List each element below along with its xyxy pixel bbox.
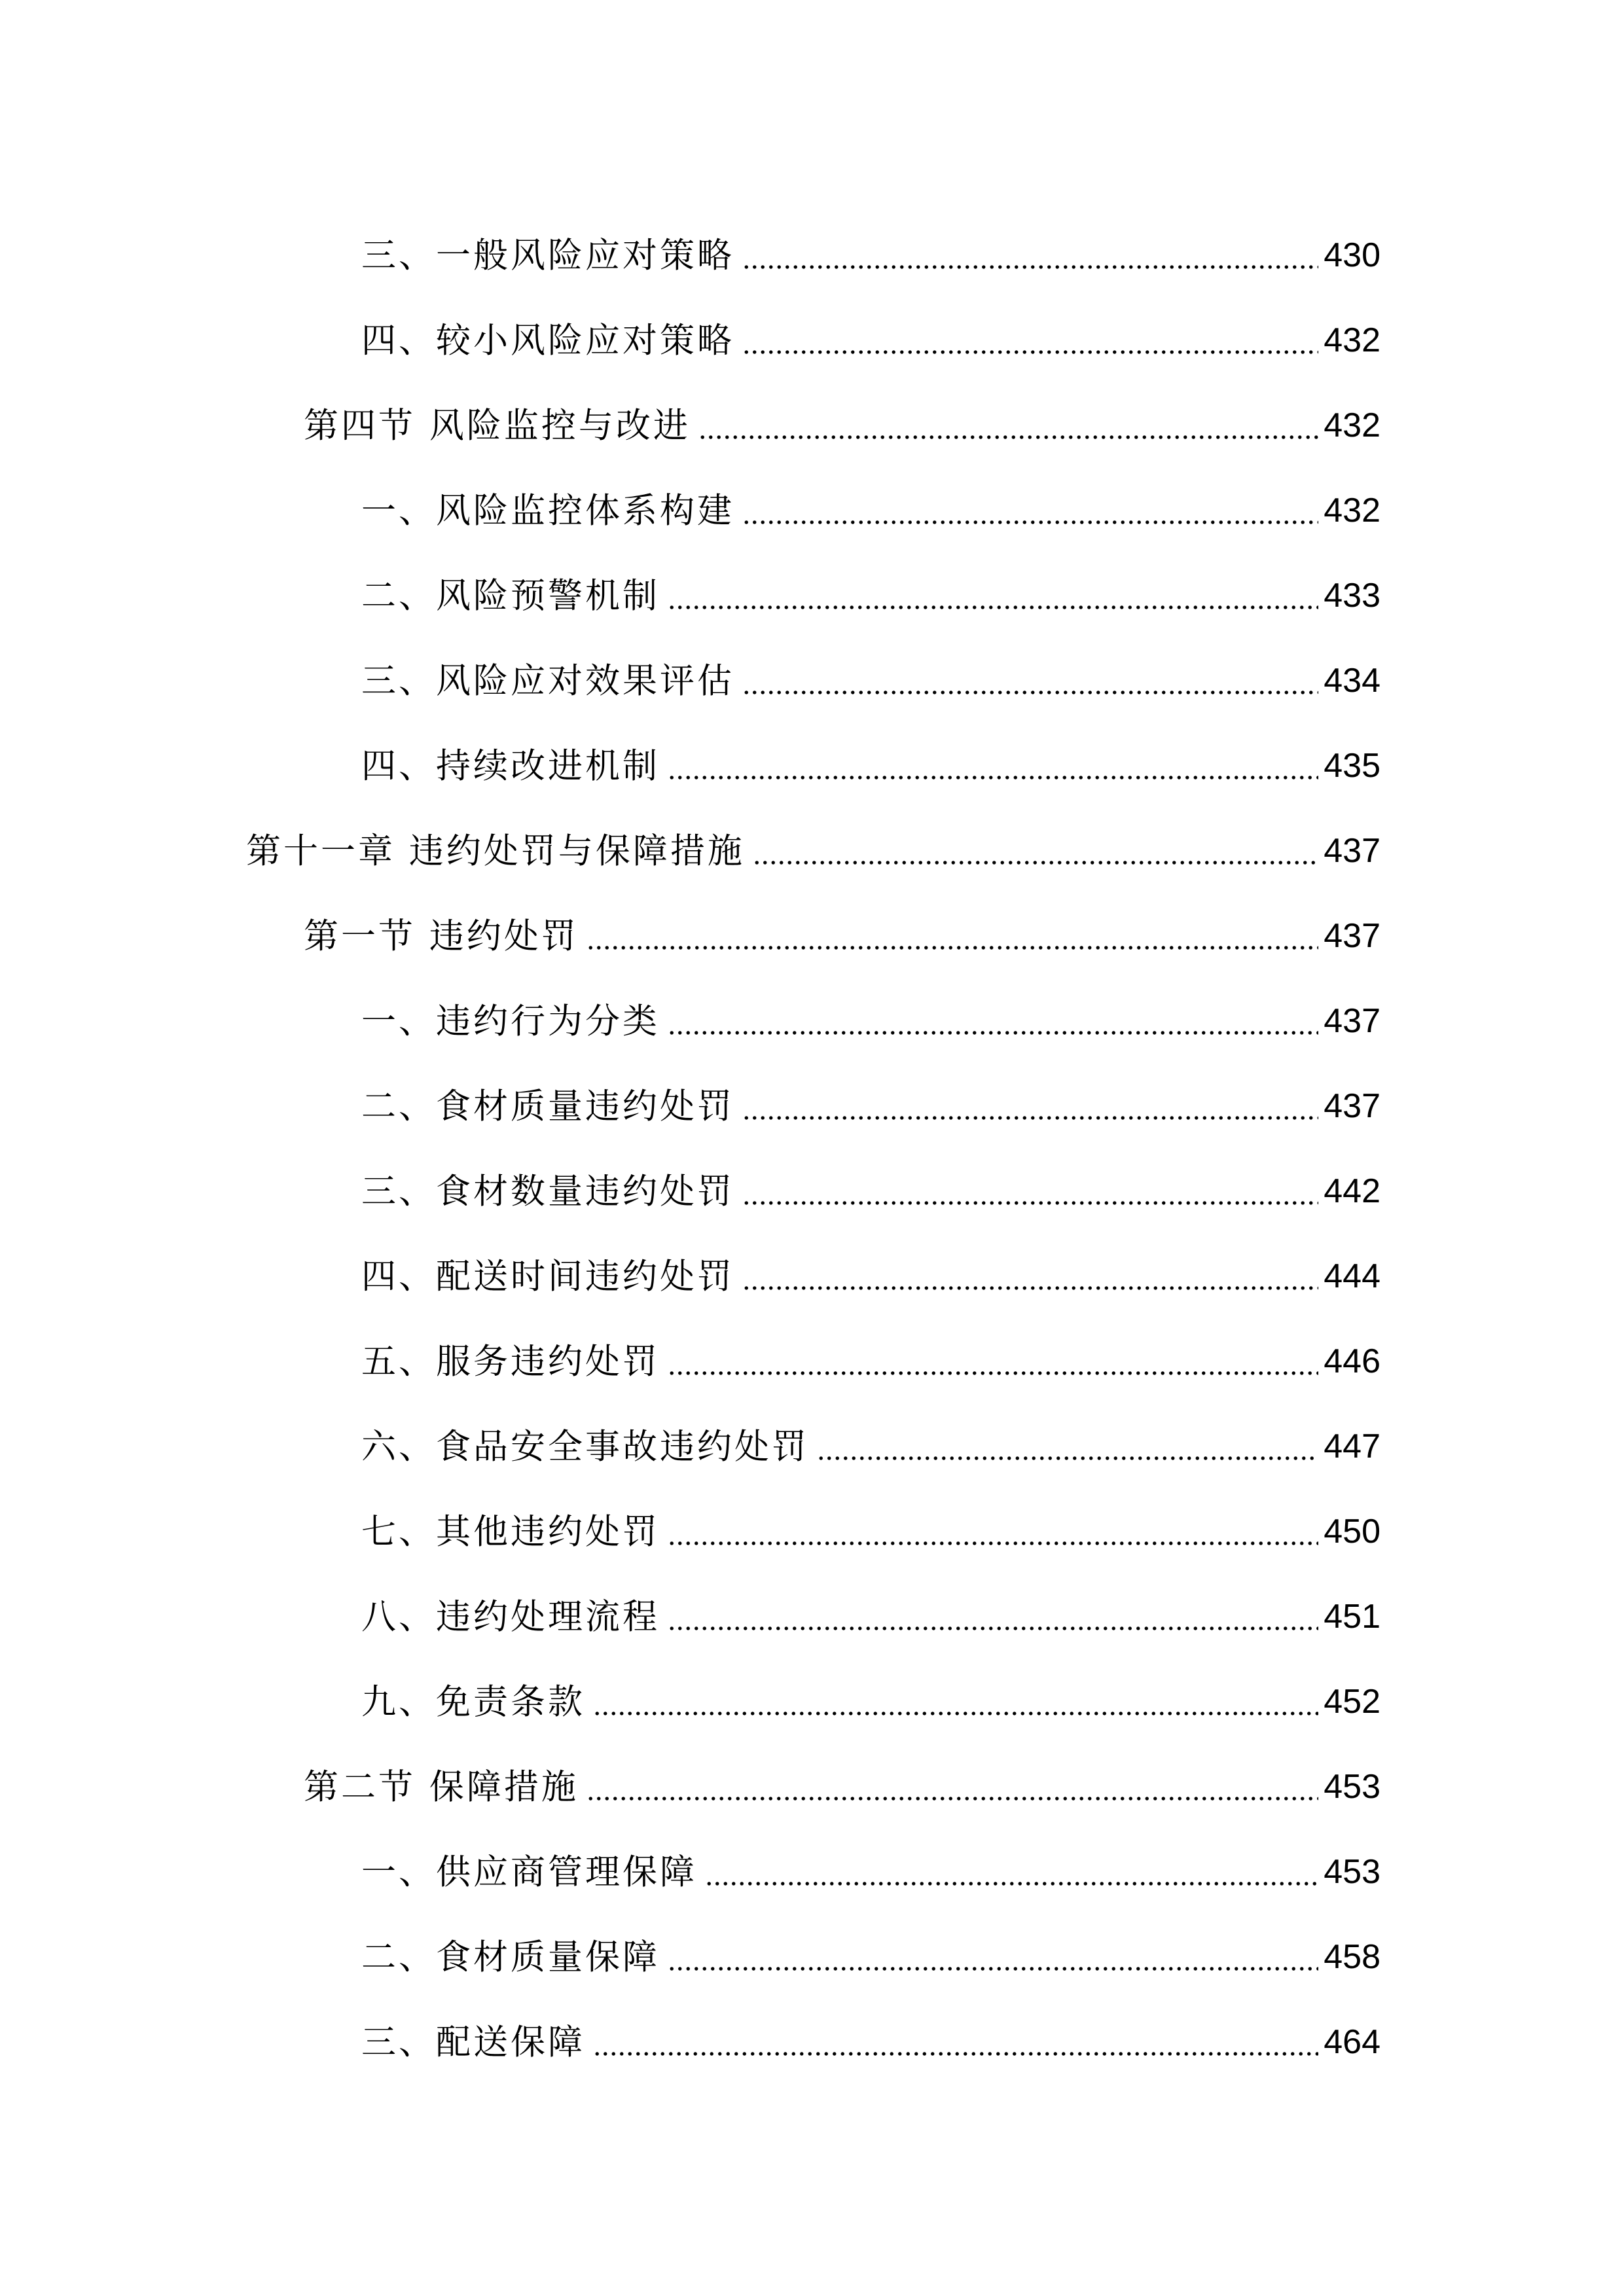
- toc-entry-title: 二、食材质量保障: [361, 1937, 660, 1977]
- toc-entry-page: 432: [1324, 492, 1380, 529]
- toc-dot-leader: [742, 1259, 1318, 1294]
- toc-entry[interactable]: [361, 723, 1380, 808]
- toc-entry-page: 432: [1324, 406, 1380, 444]
- toc-entry-page: 451: [1324, 1598, 1380, 1636]
- toc-entry-page: 435: [1324, 747, 1380, 785]
- toc-dot-leader: [668, 1600, 1318, 1634]
- toc-entry[interactable]: [304, 383, 1380, 468]
- toc-entry-page: 464: [1324, 2023, 1380, 2061]
- toc-entry[interactable]: [361, 638, 1380, 723]
- toc-entry-title: 一、违约行为分类: [361, 1001, 660, 1041]
- toc-entry-page: 433: [1324, 577, 1380, 615]
- toc-dot-leader: [668, 749, 1318, 783]
- toc-entry[interactable]: [361, 1319, 1380, 1404]
- toc-entry-page: 442: [1324, 1172, 1380, 1210]
- toc-entry[interactable]: [361, 1064, 1380, 1149]
- toc-entry-title: 四、持续改进机制: [361, 745, 660, 786]
- toc-entry-page: 453: [1324, 1853, 1380, 1891]
- toc-entry-title: 一、供应商管理保障: [361, 1852, 697, 1892]
- toc-entry-title: 四、配送时间违约处罚: [361, 1256, 734, 1297]
- toc-entry[interactable]: [361, 978, 1380, 1064]
- toc-entry-page: 450: [1324, 1513, 1380, 1551]
- toc-entry[interactable]: [361, 298, 1380, 383]
- toc-entry-page: 437: [1324, 832, 1380, 870]
- toc-entry-page: 437: [1324, 1002, 1380, 1040]
- toc-dot-leader: [668, 1515, 1318, 1549]
- toc-entry-title: 五、服务违约处罚: [361, 1341, 660, 1382]
- toc-entry[interactable]: [361, 1574, 1380, 1659]
- toc-dot-leader: [742, 1174, 1318, 1209]
- toc-entry[interactable]: [361, 1234, 1380, 1319]
- toc-dot-leader: [817, 1429, 1318, 1464]
- toc-entry-page: 437: [1324, 1087, 1380, 1125]
- toc-entry[interactable]: [361, 1489, 1380, 1574]
- toc-entry-title: 第二节 保障措施: [304, 1767, 579, 1807]
- toc-entry-title: 第四节 风险监控与改进: [304, 405, 691, 446]
- toc-entry-title: 四、较小风险应对策略: [361, 320, 734, 361]
- toc-entry-title: 六、食品安全事故违约处罚: [361, 1426, 809, 1467]
- toc-entry[interactable]: [304, 893, 1380, 978]
- toc-entry[interactable]: [361, 213, 1380, 298]
- toc-dot-leader: [742, 664, 1318, 698]
- toc-entry[interactable]: [361, 553, 1380, 638]
- toc-entry-title: 第一节 违约处罚: [304, 916, 579, 956]
- toc-entry[interactable]: [246, 808, 1380, 893]
- toc-dot-leader: [668, 1940, 1318, 1975]
- toc-entry[interactable]: [361, 468, 1380, 553]
- toc-dot-leader: [668, 1344, 1318, 1379]
- toc-dot-leader: [586, 919, 1318, 954]
- toc-dot-leader: [593, 2025, 1318, 2060]
- toc-entry-page: 458: [1324, 1938, 1380, 1976]
- toc-dot-leader: [586, 1770, 1318, 1804]
- toc-dot-leader: [668, 1004, 1318, 1039]
- toc-entry[interactable]: [361, 1659, 1380, 1744]
- toc-dot-leader: [668, 579, 1318, 613]
- toc-dot-leader: [742, 493, 1318, 528]
- toc-dot-leader: [742, 1089, 1318, 1124]
- toc-dot-leader: [593, 1685, 1318, 1719]
- toc-entry-title: 八、违约处理流程: [361, 1596, 660, 1637]
- toc-entry[interactable]: [361, 1404, 1380, 1489]
- toc-entry-title: 三、风险应对效果评估: [361, 660, 734, 701]
- toc-entry[interactable]: [361, 1914, 1380, 2000]
- toc-entry-page: 447: [1324, 1427, 1380, 1465]
- toc-entry-page: 446: [1324, 1342, 1380, 1380]
- toc-entry[interactable]: [361, 1829, 1380, 1914]
- toc-entry-title: 七、其他违约处罚: [361, 1511, 660, 1552]
- toc-dot-leader: [705, 1855, 1318, 1890]
- toc-entry-page: 434: [1324, 662, 1380, 700]
- toc-dot-leader: [742, 323, 1318, 358]
- toc-entry-title: 二、食材质量违约处罚: [361, 1086, 734, 1126]
- toc-entry-page: 437: [1324, 917, 1380, 955]
- toc-entry-title: 九、免责条款: [361, 1681, 585, 1722]
- toc-entry-page: 453: [1324, 1768, 1380, 1806]
- toc-entry-page: 444: [1324, 1257, 1380, 1295]
- toc-dot-leader: [698, 408, 1318, 443]
- toc-entry[interactable]: [361, 1149, 1380, 1234]
- toc-entry-page: 432: [1324, 321, 1380, 359]
- toc-entry-title: 第十一章 违约处罚与保障措施: [246, 831, 745, 871]
- toc-entry-title: 三、配送保障: [361, 2022, 585, 2062]
- toc-entry-title: 三、一般风险应对策略: [361, 235, 734, 276]
- toc-dot-leader: [753, 834, 1318, 869]
- toc-entry-page: 430: [1324, 236, 1380, 274]
- toc-entry[interactable]: [361, 2000, 1380, 2085]
- toc-entry-title: 二、风险预警机制: [361, 575, 660, 616]
- toc-entry-title: 一、风险监控体系构建: [361, 490, 734, 531]
- toc-entry-page: 452: [1324, 1683, 1380, 1721]
- toc-entry[interactable]: [304, 1744, 1380, 1829]
- toc-dot-leader: [742, 238, 1318, 273]
- toc-entry-title: 三、食材数量违约处罚: [361, 1171, 734, 1211]
